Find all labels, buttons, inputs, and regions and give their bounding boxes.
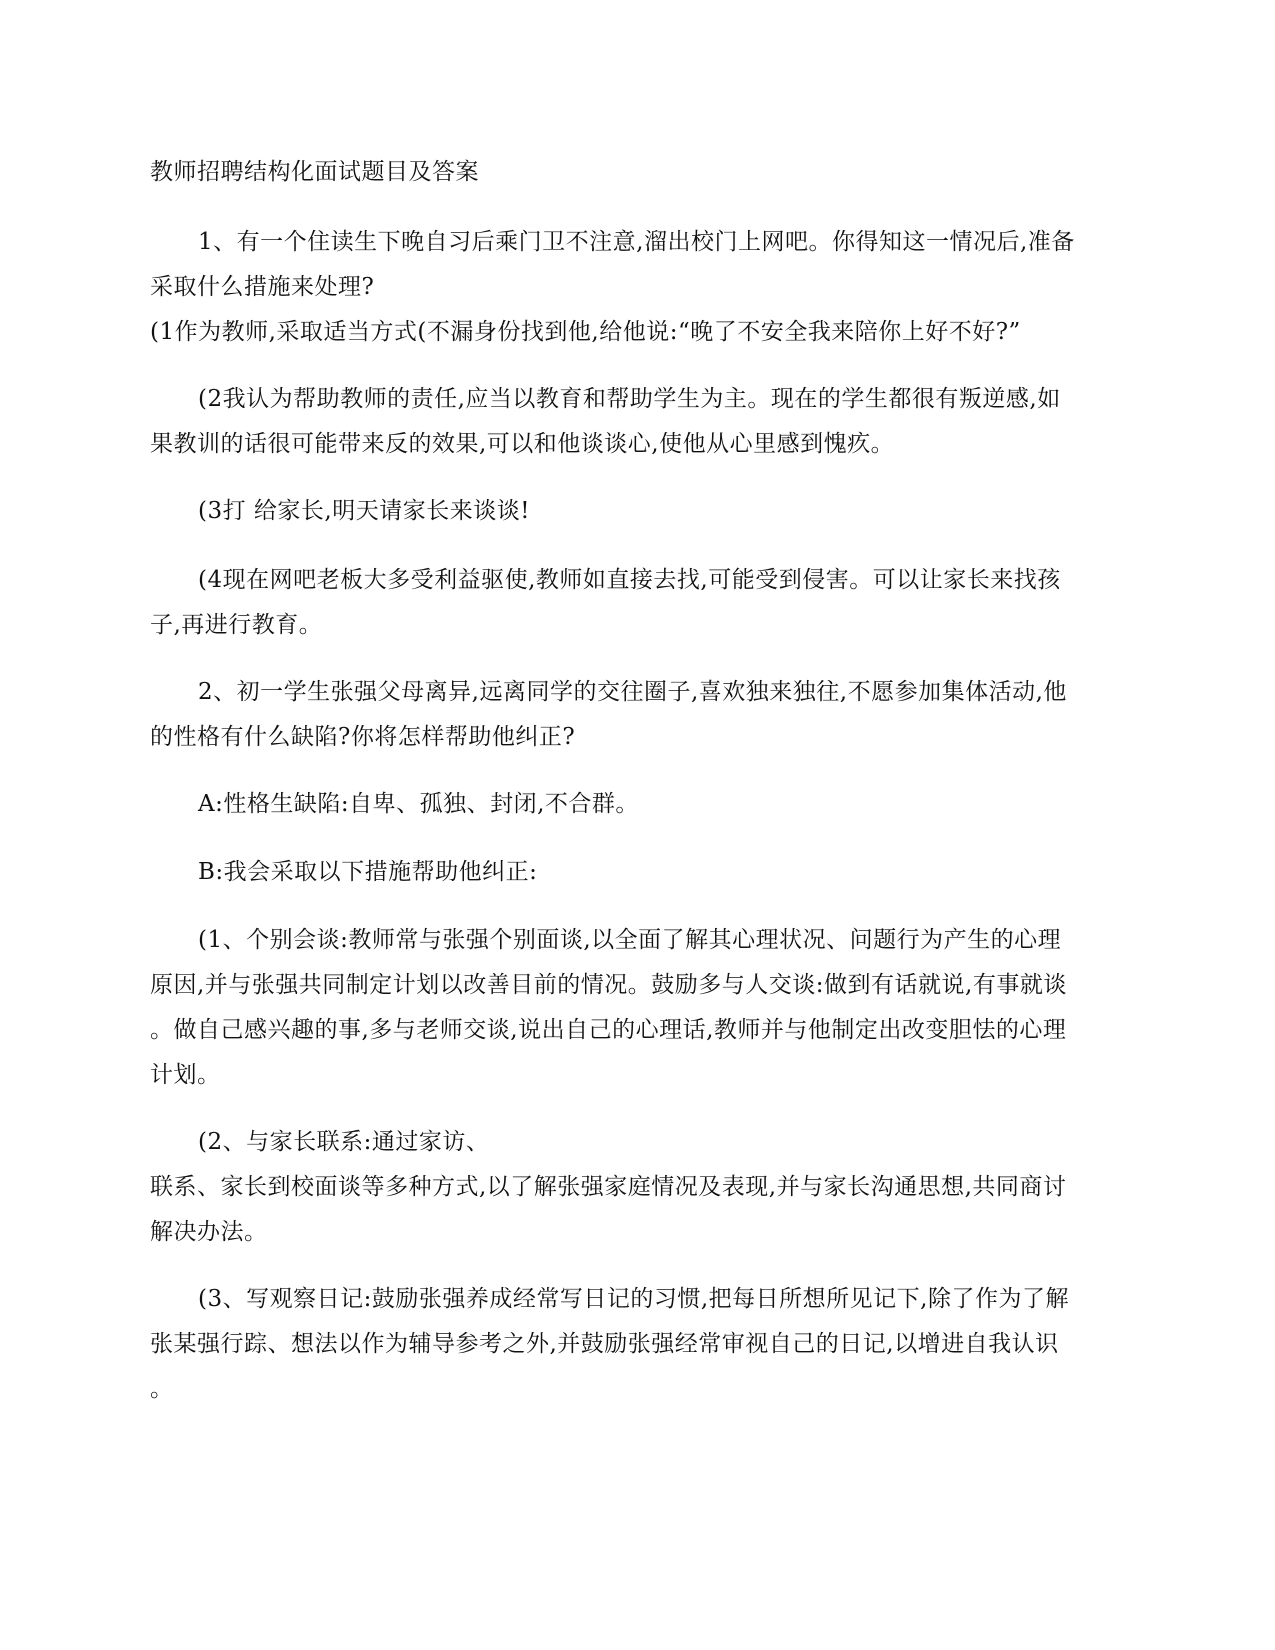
q2-answer-b: B:我会采取以下措施帮助他纠正:: [198, 859, 538, 885]
q1-answer-4-line-1: (4现在网吧老板大多受利益驱使,教师如直接去找,可能受到侵害。可以让家长来找孩: [198, 567, 1061, 593]
q1-line-2: 采取什么措施来处理?: [150, 274, 375, 300]
q2-b2-line-3: 解决办法。: [150, 1219, 268, 1245]
q2-line-2: 的性格有什么缺陷?你将怎样帮助他纠正?: [150, 724, 576, 750]
q2-b3-line-2: 张某强行踪、想法以作为辅导参考之外,并鼓励张强经常审视自己的日记,以增进自我认识: [150, 1331, 1059, 1357]
document-page: [150, 0, 1130, 1650]
q2-b2-line-1: (2、与家长联系:通过家访、: [198, 1129, 490, 1155]
q2-b1-line-3: 。做自己感兴趣的事,多与老师交谈,说出自己的心理话,教师并与他制定出改变胆怯的心理: [150, 1017, 1067, 1043]
q2-b1-line-2: 原因,并与张强共同制定计划以改善目前的情况。鼓励多与人交谈:做到有话就说,有事就谈: [150, 972, 1067, 998]
q2-b1-line-1: (1、个别会谈:教师常与张强个别面谈,以全面了解其心理状况、问题行为产生的心理: [198, 927, 1062, 953]
q2-line-1: 2、初一学生张强父母离异,远离同学的交往圈子,喜欢独来独往,不愿参加集体活动,他: [198, 679, 1067, 705]
q2-b2-line-2: 联系、家长到校面谈等多种方式,以了解张强家庭情况及表现,并与家长沟通思想,共同商讨: [150, 1174, 1067, 1200]
document-title: 教师招聘结构化面试题目及答案: [150, 159, 479, 185]
q1-answer-1: (1作为教师,采取适当方式(不漏身份找到他,给他说:“晚了不安全我来陪你上好不好?”: [150, 319, 1021, 345]
q2-b1-line-4: 计划。: [150, 1062, 221, 1088]
q1-answer-4-line-2: 子,再进行教育。: [150, 612, 323, 638]
q1-answer-2-line-2: 果教训的话很可能带来反的效果,可以和他谈谈心,使他从心里感到愧疚。: [150, 431, 895, 457]
q2-b3-line-1: (3、写观察日记:鼓励张强养成经常写日记的习惯,把每日所想所见记下,除了作为了解: [198, 1286, 1069, 1312]
q1-line-1: 1、有一个住读生下晚自习后乘门卫不注意,溜出校门上网吧。你得知这一情况后,准备: [198, 229, 1075, 255]
q1-answer-2-line-1: (2我认为帮助教师的责任,应当以教育和帮助学生为主。现在的学生都很有叛逆感,如: [198, 386, 1061, 412]
q2-answer-a: A:性格生缺陷:自卑、孤独、封闭,不合群。: [198, 791, 639, 817]
q2-b3-line-3: 。: [150, 1376, 174, 1402]
q1-answer-3: (3打 给家长,明天请家长来谈谈!: [198, 498, 530, 524]
